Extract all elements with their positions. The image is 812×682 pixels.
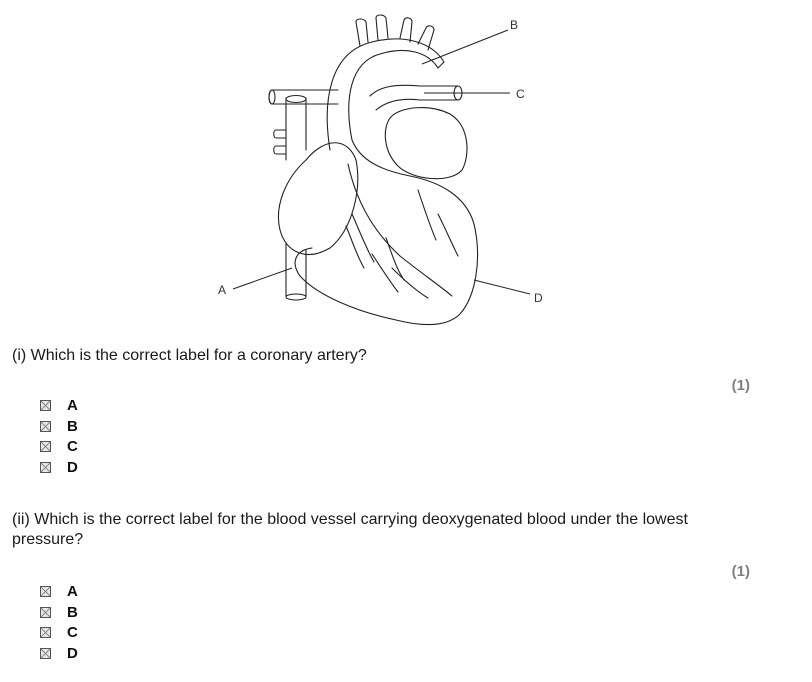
- question-1-options: [40, 395, 78, 478]
- option-label: C: [67, 624, 78, 642]
- checkbox-icon[interactable]: [40, 627, 51, 638]
- option-label: A: [67, 582, 78, 600]
- option-label: A: [67, 396, 78, 414]
- option-label: C: [67, 438, 78, 456]
- option-label: B: [67, 417, 78, 435]
- left-atrium: [385, 108, 467, 179]
- leader-line-b: [422, 30, 508, 64]
- leader-line-a: [233, 268, 292, 289]
- right-atrium: [278, 143, 357, 255]
- question-2-options: [40, 581, 78, 664]
- checkbox-icon[interactable]: [40, 421, 51, 432]
- option-label: D: [67, 458, 78, 476]
- q2-option-d[interactable]: [40, 643, 78, 664]
- checkbox-icon[interactable]: [40, 441, 51, 452]
- figure-label-b: B: [510, 18, 519, 32]
- superior-vena-cava: [286, 98, 306, 160]
- figure-label-d: D: [534, 291, 543, 305]
- q2-option-b[interactable]: [40, 602, 78, 623]
- leader-line-d: [474, 280, 530, 294]
- checkbox-icon[interactable]: [40, 400, 51, 411]
- question-1-text: (i) Which is the correct label for a coronary artery?: [12, 347, 367, 364]
- q1-option-c[interactable]: [40, 436, 78, 457]
- q2-option-c[interactable]: [40, 622, 78, 643]
- q1-option-d[interactable]: [40, 457, 78, 478]
- checkbox-icon[interactable]: [40, 586, 51, 597]
- checkbox-icon[interactable]: [40, 607, 51, 618]
- checkbox-icon[interactable]: [40, 462, 51, 473]
- figure-label-a: A: [218, 283, 227, 297]
- q1-option-b[interactable]: [40, 416, 78, 437]
- q2-option-a[interactable]: [40, 581, 78, 602]
- question-2-marks: (1): [731, 563, 750, 580]
- question-2-text: (ii) Which is the correct label for the blood vessel carrying deoxygenated blood under the lowest pressure?: [12, 511, 688, 548]
- heart-diagram: [0, 0, 812, 340]
- option-label: D: [67, 644, 78, 662]
- figure-label-c: C: [516, 87, 525, 101]
- option-label: B: [67, 603, 78, 621]
- q1-option-a[interactable]: [40, 395, 78, 416]
- checkbox-icon[interactable]: [40, 648, 51, 659]
- question-1-marks: (1): [731, 377, 750, 394]
- ventricles-outline: [295, 140, 477, 325]
